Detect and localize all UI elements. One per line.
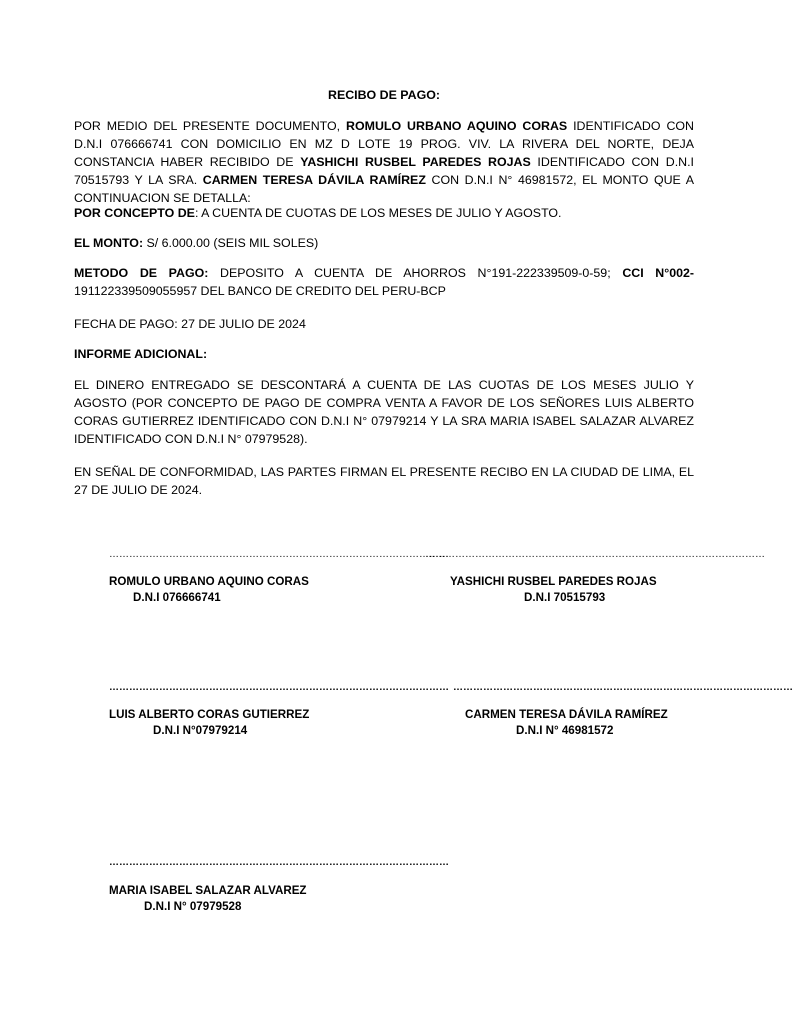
signature-line-3: ………………………………………………………………………………………… (109, 682, 449, 693)
metodo-text-1: DEPOSITO A CUENTA DE AHORROS N°191-222339509-0-59; (208, 266, 623, 280)
intro-text-2: IDENTIFICADO CON D.N.I 076666741 CON DOMICILIO EN MZ D LOTE 19 PROG. VIV. LA RIVERA DEL NORTE, DEJA CONSTANCIA HABER RECIBIDO DE (74, 119, 694, 169)
signer-dni-3: D.N.I N°07979214 (153, 724, 248, 737)
signature-block-3 (109, 707, 309, 739)
signer-name-2: YASHICHI RUSBEL PAREDES ROJAS (450, 575, 657, 588)
monto-value: S/ 6.000.00 (SEIS MIL SOLES) (143, 236, 319, 250)
document-title: RECIBO DE PAGO: (328, 88, 440, 102)
conformidad-paragraph: EN SEÑAL DE CONFORMIDAD, LAS PARTES FIRMAN EL PRESENTE RECIBO EN LA CIUDAD DE LIMA, EL 27 DE JULIO DE 2024. (74, 465, 694, 497)
signature-block-4 (465, 707, 668, 739)
concepto-line (74, 204, 694, 222)
intro-text-4: CON D.N.I N° 46981572, EL MONTO QUE A CONTINUACION SE DETALLA: (74, 173, 695, 205)
metodo-text-2: 191122339509055957 DEL BANCO DE CREDITO DEL PERU-BCP (74, 284, 446, 298)
metodo-cci-label: CCI N°002- (622, 266, 695, 280)
signature-block-2 (450, 574, 657, 606)
signature-line-4: ………………………………………………………………………………………… (453, 682, 793, 693)
metodo-paragraph (74, 264, 694, 300)
signature-line-2: ………………………………………………………………………………………… (425, 549, 765, 560)
intro-payer-name: YASHICHI RUSBEL PAREDES ROJAS (300, 155, 531, 169)
monto-line (74, 234, 694, 252)
intro-paragraph (74, 117, 694, 207)
signer-name-1: ROMULO URBANO AQUINO CORAS (109, 575, 309, 588)
concepto-label: POR CONCEPTO DE (74, 206, 195, 220)
concepto-value: : A CUENTA DE CUOTAS DE LOS MESES DE JULIO Y AGOSTO. (194, 206, 562, 220)
intro-text-1: POR MEDIO DEL PRESENTE DOCUMENTO, (74, 119, 347, 133)
informe-label: INFORME ADICIONAL: (74, 347, 208, 361)
signer-name-5: MARIA ISABEL SALAZAR ALVAREZ (109, 884, 307, 897)
monto-label: EL MONTO: (74, 236, 144, 250)
informe-paragraph: EL DINERO ENTREGADO SE DESCONTARÁ A CUENTA DE LAS CUOTAS DE LOS MESES JULIO Y AGOSTO (POR CONCEPTO DE PAGO DE COMPRA VENTA A FAVOR DE LOS SEÑORES LUIS ALBERTO CORAS GUTIERREZ IDENTIFICADO CON D.N.I N° 07979214 Y LA SRA MARIA ISABEL SALAZAR ALVAREZ IDENTIFICADO CON D.N.I N° 07979528). (74, 378, 694, 446)
signer-dni-1: D.N.I 076666741 (133, 591, 221, 604)
signer-name-4: CARMEN TERESA DÁVILA RAMÍREZ (465, 708, 668, 721)
signature-line-1: ………………………………………………………………………………………… (109, 549, 449, 560)
signer-dni-2: D.N.I 70515793 (524, 591, 606, 604)
intro-payer2-name: CARMEN TERESA DÁVILA RAMÍREZ (202, 173, 426, 187)
signature-line-5: ………………………………………………………………………………………… (109, 857, 449, 868)
signer-dni-4: D.N.I N° 46981572 (516, 724, 614, 737)
signature-block-5 (109, 883, 307, 915)
signer-dni-5: D.N.I N° 07979528 (144, 900, 242, 913)
intro-text-3: IDENTIFICADO CON D.N.I 70515793 Y LA SRA. (74, 155, 694, 187)
signature-block-1 (109, 574, 309, 606)
intro-issuer-name: ROMULO URBANO AQUINO CORAS (346, 119, 568, 133)
fecha-line: FECHA DE PAGO: 27 DE JULIO DE 2024 (74, 317, 306, 331)
metodo-label: METODO DE PAGO: (74, 266, 209, 280)
signer-name-3: LUIS ALBERTO CORAS GUTIERREZ (109, 708, 310, 721)
